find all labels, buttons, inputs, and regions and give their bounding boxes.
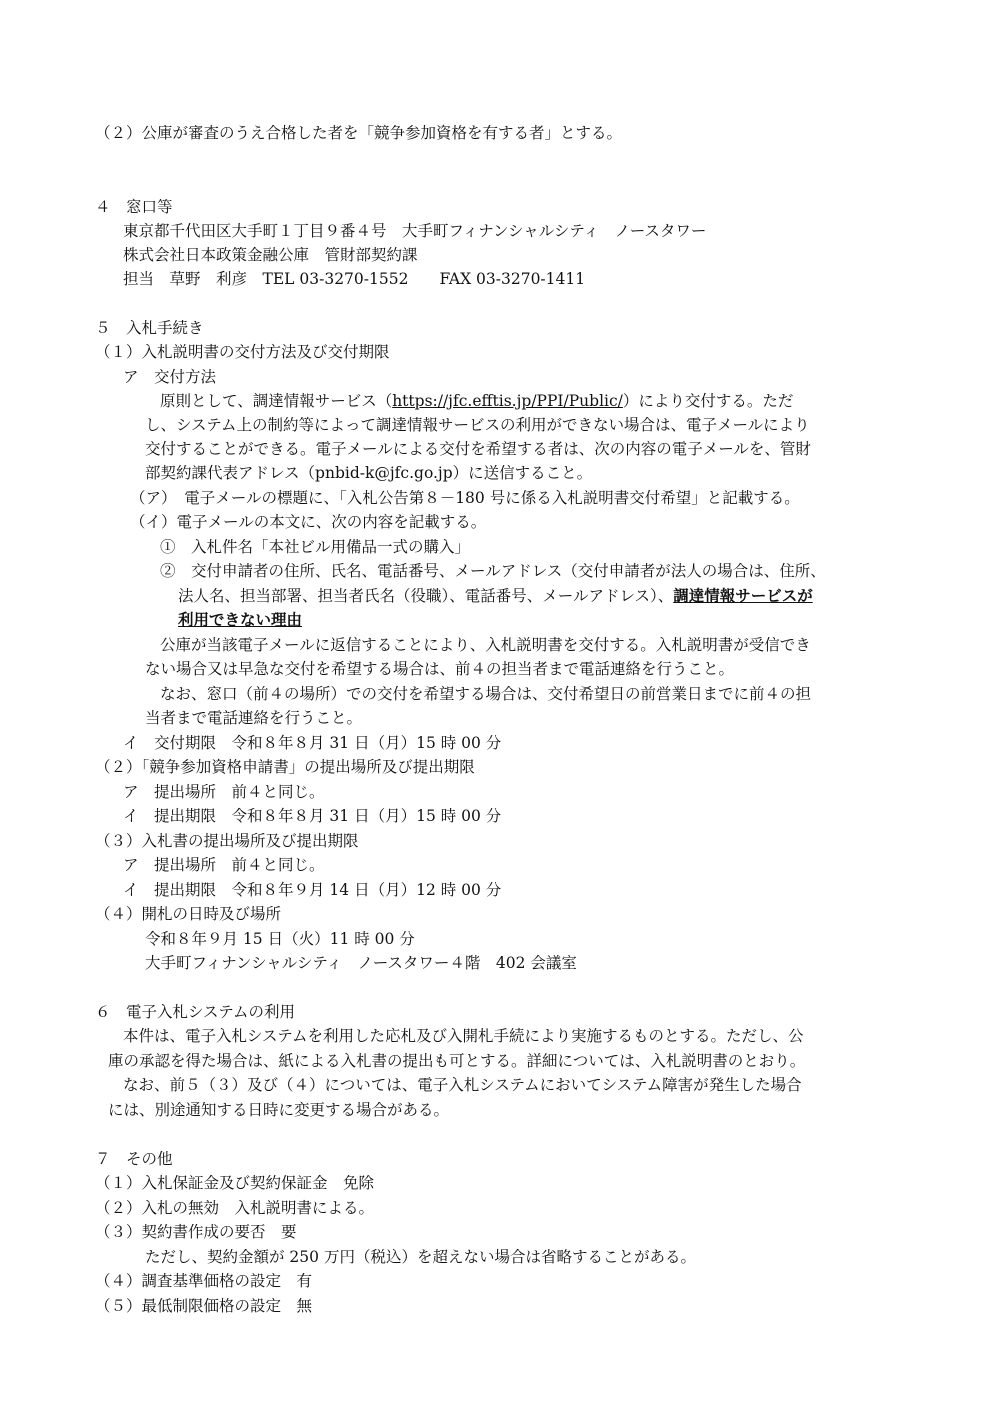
email-body-item1: ① 入札件名「本社ビル用備品一式の購入」 <box>160 538 471 556</box>
delivery-method-line1-text: 原則として、調達情報サービス（ <box>160 392 393 410</box>
section7-heading: ７ その他 <box>95 1150 173 1168</box>
bid-submission-deadline: イ 提出期限 令和８年９月 14 日（月）12 時 00 分 <box>123 881 502 899</box>
section5-item4-title: （４）開札の日時及び場所 <box>95 905 282 923</box>
contact-address: 東京都千代田区大手町１丁目９番４号 大手町フィナンシャルシティ ノースタワー <box>123 222 707 240</box>
section7-item4: （４）調査基準価格の設定 有 <box>95 1272 313 1290</box>
application-deadline: イ 提出期限 令和８年８月 31 日（月）15 時 00 分 <box>123 807 502 825</box>
section6-line4: には、別途通知する日時に変更する場合がある。 <box>108 1101 450 1119</box>
bid-opening-place: 大手町フィナンシャルシティ ノースタワー４階 402 会議室 <box>145 954 577 972</box>
bid-submission-place: ア 提出場所 前４と同じ。 <box>123 856 325 874</box>
section5-item3-title: （３）入札書の提出場所及び提出期限 <box>95 832 359 850</box>
reply-paragraph-line2: ない場合又は早急な交付を希望する場合は、前４の担当者まで電話連絡を行うこと。 <box>145 660 735 678</box>
section5-item1-title: （１）入札説明書の交付方法及び交付期限 <box>95 343 390 361</box>
procurement-service-link[interactable]: https://jfc.efftis.jp/PPI/Public/ <box>392 392 623 410</box>
section3-item2: （２）公庫が審査のうえ合格した者を「競争参加資格を有する者」とする。 <box>95 124 623 142</box>
counter-note-line2: 当者まで電話連絡を行うこと。 <box>145 709 363 727</box>
section4-heading: ４ 窓口等 <box>95 198 173 216</box>
delivery-method-line1 <box>160 391 793 411</box>
section6-line1: 本件は、電子入札システムを利用した応札及び入開札手続により実施するものとする。ただし、公 <box>123 1027 804 1045</box>
delivery-method-line4: 部契約課代表アドレス（pnbid-k@jfc.go.jp）に送信すること。 <box>145 464 593 482</box>
application-place: ア 提出場所 前４と同じ。 <box>123 783 325 801</box>
contact-person: 担当 草野 利彦 TEL 03-3270-1552 FAX 03-3270-1411 <box>123 270 586 288</box>
email-body-item2-line2-text: 法人名、担当部署、担当者氏名（役職）、電話番号、メールアドレス）、 <box>178 587 674 605</box>
delivery-method-line3: 交付することができる。電子メールによる交付を希望する者は、次の内容の電子メールを、管財 <box>145 440 811 458</box>
delivery-method-line1-tail: ）により交付する。ただ <box>622 392 794 410</box>
delivery-method-title: ア 交付方法 <box>123 368 217 386</box>
email-body-rule: （イ）電子メールの本文に、次の内容を記載する。 <box>130 513 487 531</box>
email-subject-rule: （ア） 電子メールの標題に、「入札公告第８－180 号に係る入札説明書交付希望」と記載する。 <box>130 489 800 507</box>
contact-organization: 株式会社日本政策金融公庫 管財部契約課 <box>123 246 418 264</box>
section7-item3: （３）契約書作成の要否 要 <box>95 1223 297 1241</box>
reply-paragraph-line1: 公庫が当該電子メールに返信することにより、入札説明書を交付する。入札説明書が受信でき <box>160 636 811 654</box>
section7-item5: （５）最低制限価格の設定 無 <box>95 1297 313 1315</box>
bid-opening-datetime: 令和８年９月 15 日（火）11 時 00 分 <box>145 930 415 948</box>
section6-heading: ６ 電子入札システムの利用 <box>95 1003 295 1021</box>
email-body-item2-line1: ② 交付申請者の住所、氏名、電話番号、メールアドレス（交付申請者が法人の場合は、住所、 <box>160 562 826 580</box>
section7-item1: （１）入札保証金及び契約保証金 免除 <box>95 1174 375 1192</box>
section5-item2-title: （２）「競争参加資格申請書」の提出場所及び提出期限 <box>95 758 475 776</box>
section7-item3-note: ただし、契約金額が 250 万円（税込）を超えない場合は省略することがある。 <box>145 1248 696 1266</box>
delivery-method-line2: し、システム上の制約等によって調達情報サービスの利用ができない場合は、電子メールにより <box>145 416 810 434</box>
section6-line3: なお、前５（３）及び（４）については、電子入札システムにおいてシステム障害が発生した場合 <box>123 1076 802 1094</box>
counter-note-line1: なお、窓口（前４の場所）での交付を希望する場合は、交付希望日の前営業日までに前４の担 <box>160 685 812 703</box>
delivery-deadline: イ 交付期限 令和８年８月 31 日（月）15 時 00 分 <box>123 734 502 752</box>
section5-heading: ５ 入札手続き <box>95 319 204 337</box>
email-body-item2-line3: 利用できない理由 <box>178 610 303 629</box>
section7-item2: （２）入札の無効 入札説明書による。 <box>95 1199 375 1217</box>
section6-line2: 庫の承認を得た場合は、紙による入札書の提出も可とする。詳細については、入札説明書のとおり。 <box>108 1052 806 1070</box>
email-body-item2-line2 <box>178 586 813 606</box>
email-body-item2-emphasis: 調達情報サービスが <box>673 586 813 605</box>
